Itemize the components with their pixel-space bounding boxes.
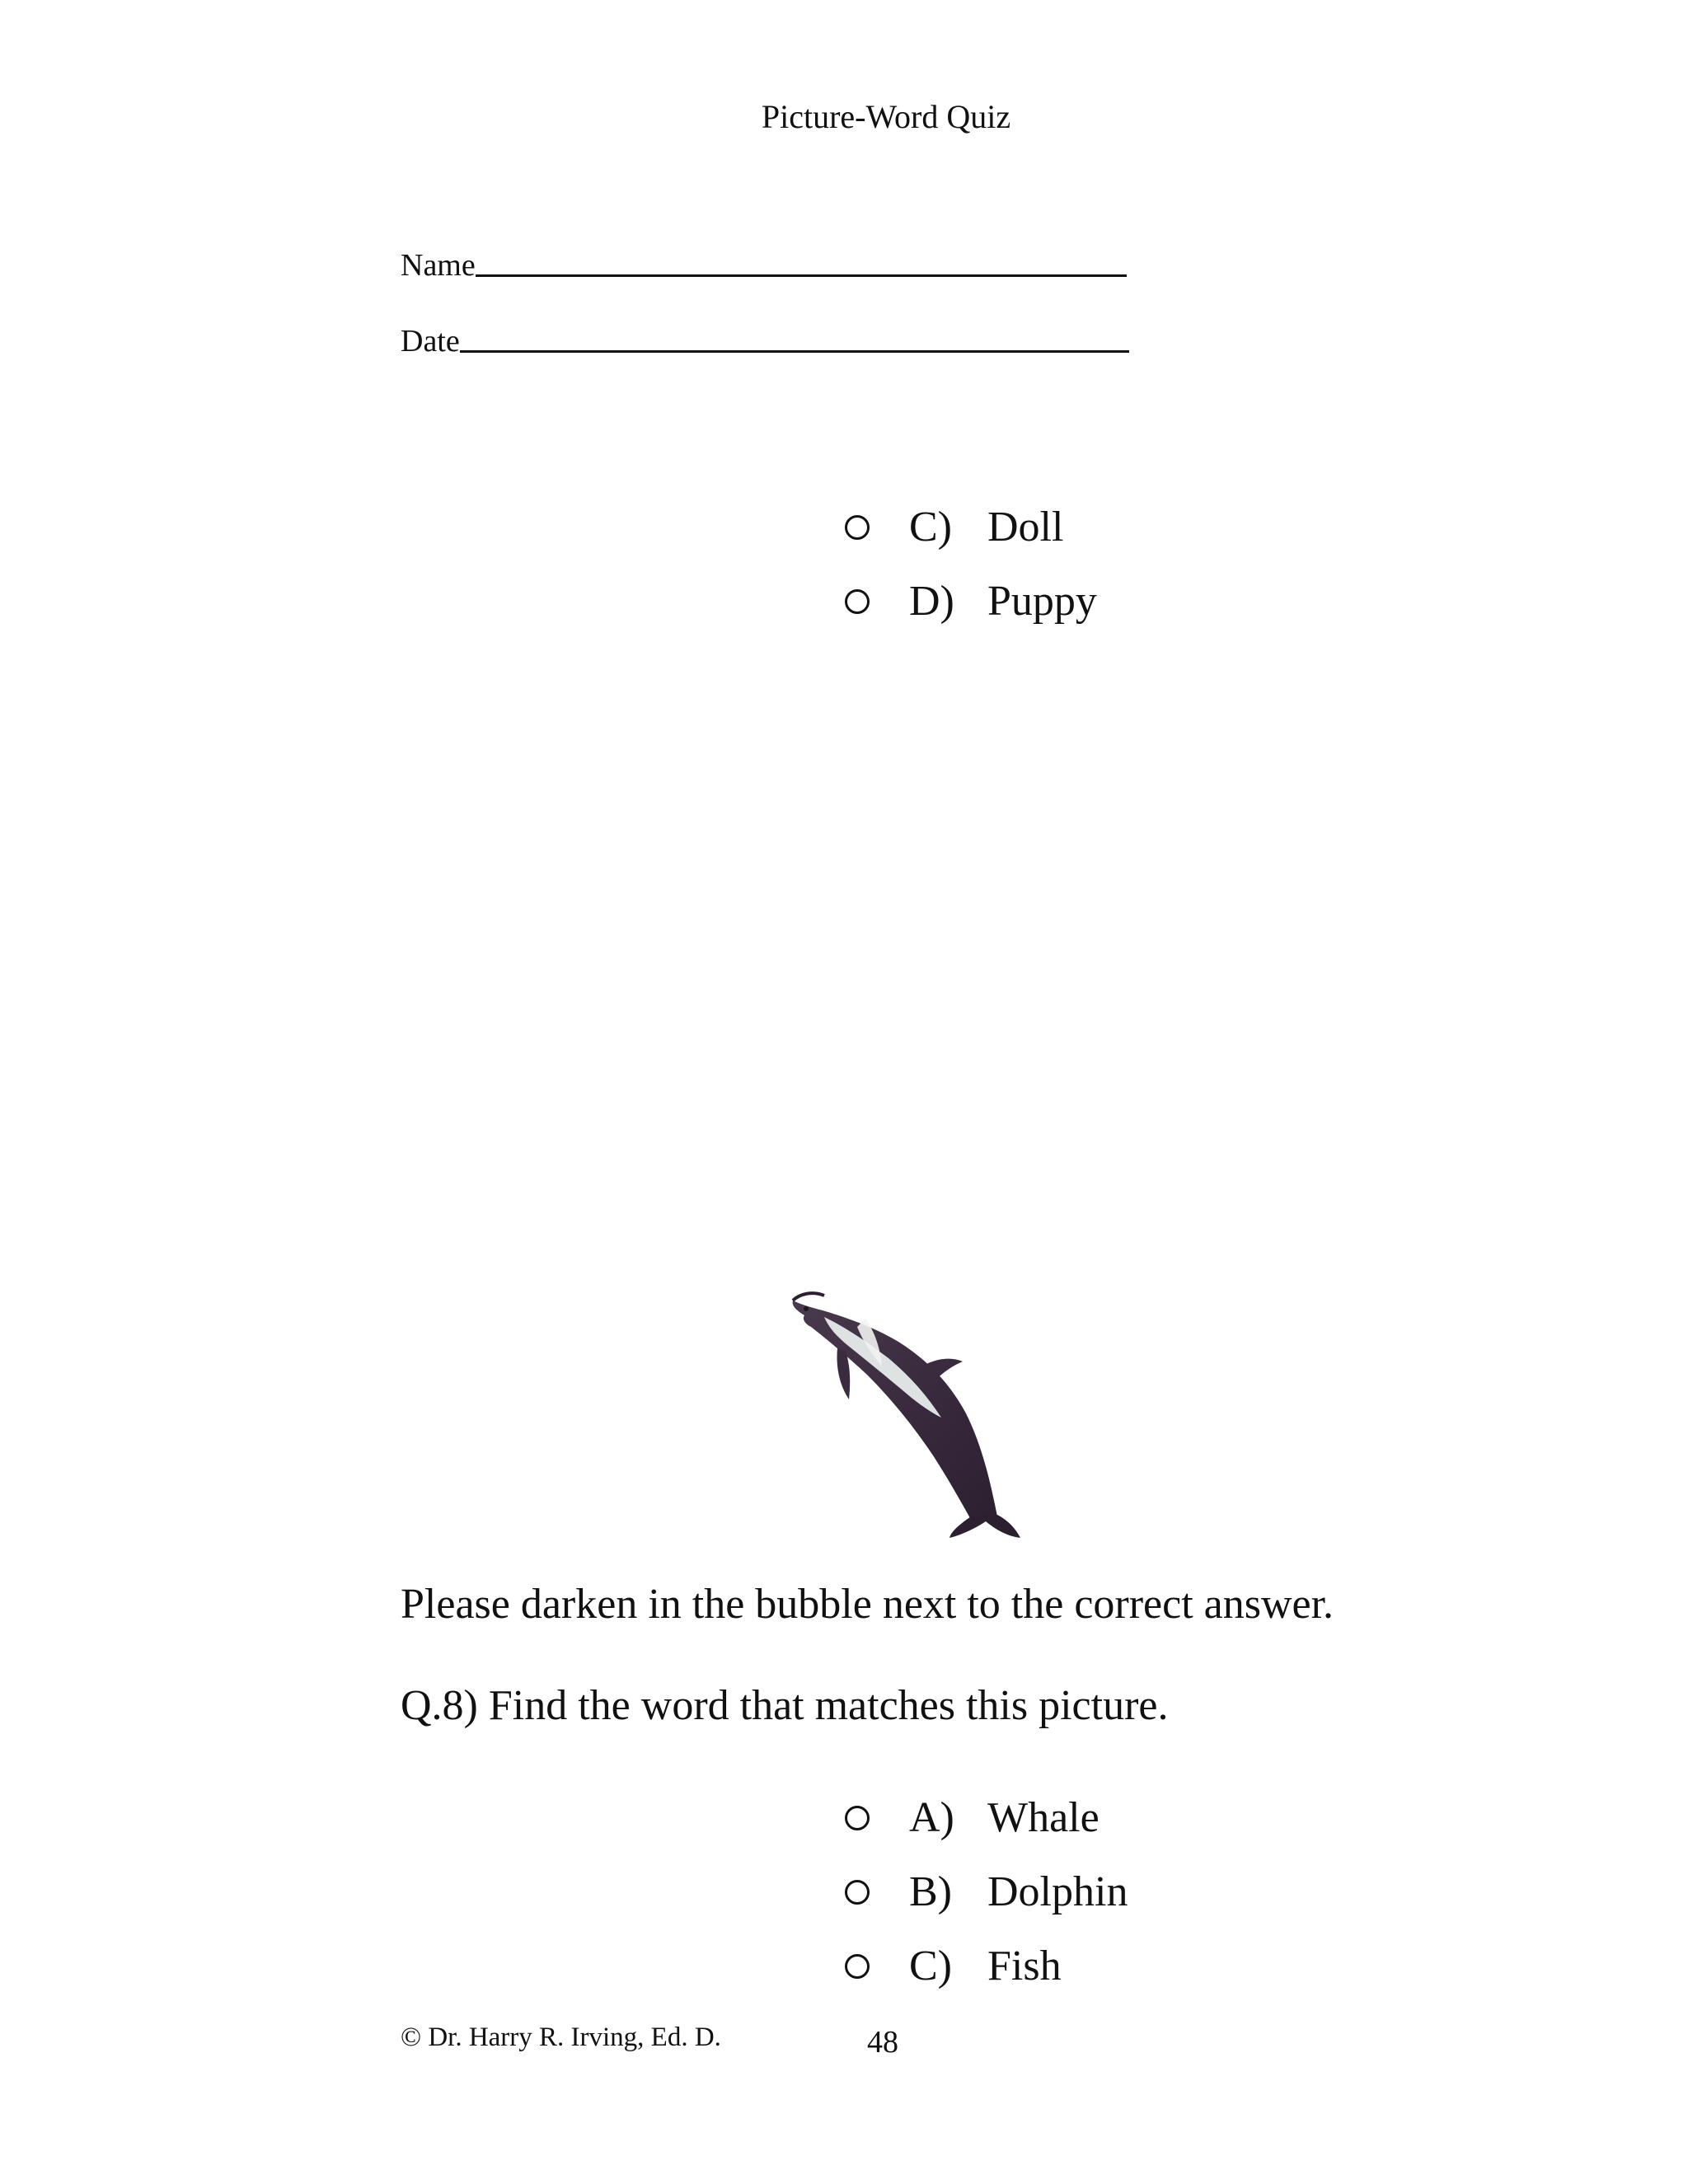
option-text: Puppy	[987, 578, 1097, 625]
answer-bubble[interactable]	[845, 515, 870, 540]
name-line[interactable]	[476, 274, 1127, 277]
option-text: Doll	[987, 504, 1064, 551]
option-c-doll[interactable]	[845, 503, 1063, 551]
question-text: Q.8) Find the word that matches this picture.	[401, 1682, 1169, 1729]
option-c-fish[interactable]	[845, 1942, 1062, 1990]
answer-bubble[interactable]	[845, 589, 870, 614]
name-label: Name	[401, 248, 476, 283]
page-title: Picture-Word Quiz	[761, 98, 1011, 135]
option-letter: C)	[909, 504, 952, 551]
name-field[interactable]	[401, 247, 1127, 284]
option-letter: C)	[909, 1943, 952, 1990]
date-line[interactable]	[460, 350, 1129, 353]
answer-bubble[interactable]	[845, 1880, 870, 1905]
answer-bubble[interactable]	[845, 1806, 870, 1830]
option-letter: B)	[909, 1868, 952, 1915]
page-number: 48	[867, 2025, 898, 2060]
option-text: Dolphin	[987, 1868, 1128, 1915]
date-field[interactable]	[401, 323, 1129, 359]
option-b-dolphin[interactable]	[845, 1868, 1128, 1916]
option-letter: D)	[909, 578, 954, 625]
option-d-puppy[interactable]	[845, 577, 1097, 626]
date-label: Date	[401, 324, 460, 359]
answer-bubble[interactable]	[845, 1954, 870, 1979]
dolphin-icon	[775, 1269, 1055, 1541]
option-letter: A)	[909, 1794, 954, 1841]
option-a-whale[interactable]	[845, 1793, 1100, 1842]
copyright: © Dr. Harry R. Irving, Ed. D.	[401, 2022, 721, 2052]
option-text: Whale	[987, 1794, 1100, 1841]
instructions: Please darken in the bubble next to the correct answer.	[401, 1581, 1334, 1628]
option-text: Fish	[987, 1943, 1062, 1990]
